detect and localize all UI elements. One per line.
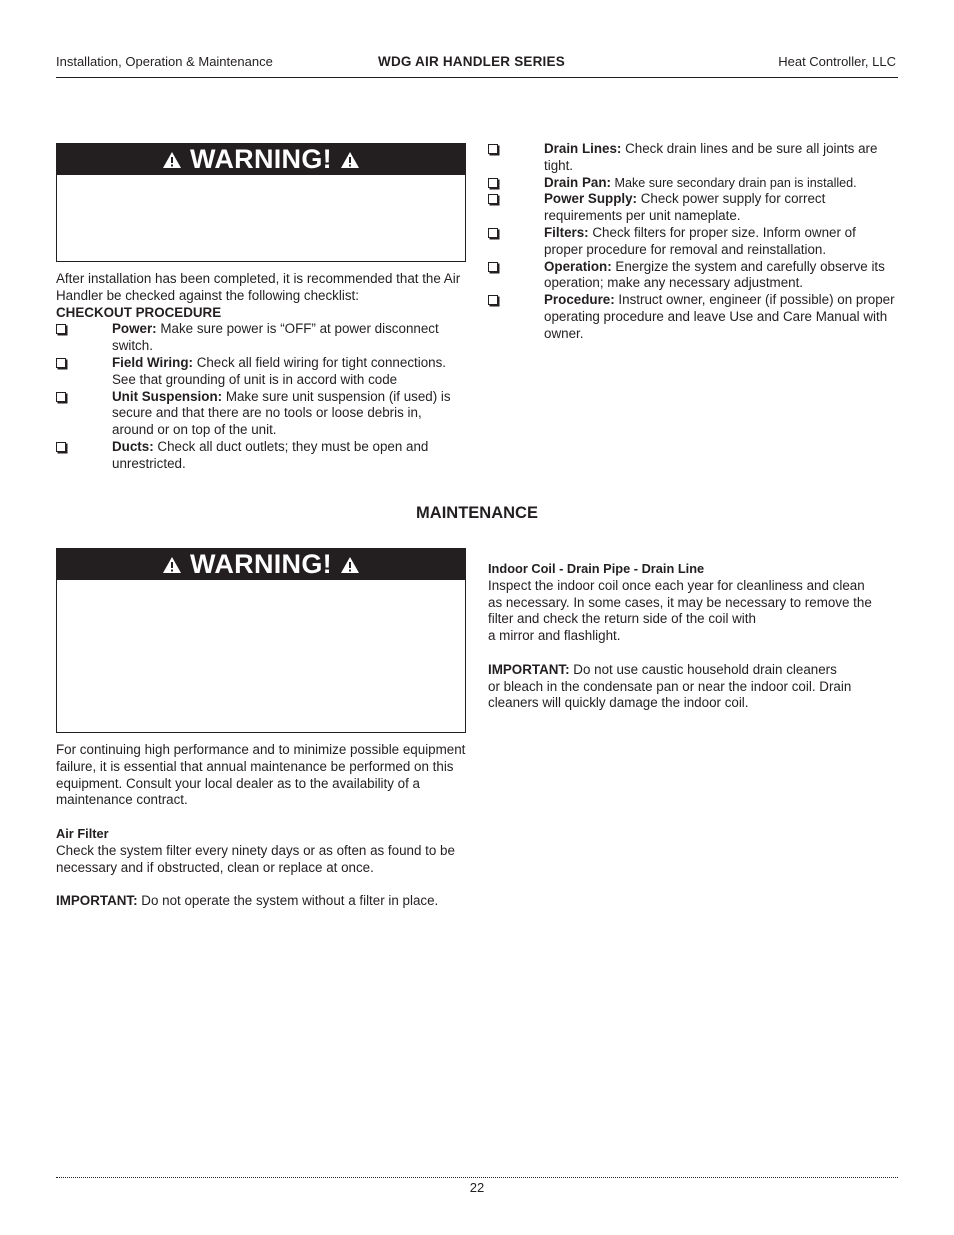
maintenance-section-left: [56, 742, 466, 910]
maintenance-title: MAINTENANCE: [416, 504, 538, 522]
warning-body: [57, 175, 465, 259]
warning-triangle-icon: [340, 556, 360, 574]
important-drain-line: or bleach in the condensate pan or near the indoor coil. Drain: [488, 678, 852, 694]
checklist-item-field-wiring: Field Wiring: Check all field wiring for tight connections. See that grounding of unit is in accord with code: [56, 355, 466, 389]
checkout-section: [56, 271, 466, 473]
warning-banner: [57, 549, 465, 580]
warning-triangle-icon: [162, 151, 182, 169]
warning-label: WARNING!: [190, 549, 332, 580]
checklist-item-drain-lines: Drain Lines: Check drain lines and be sure all joints are tight.: [488, 141, 898, 175]
checkbox-icon: [488, 228, 498, 238]
checkbox-icon: [56, 324, 66, 334]
warning-triangle-icon: [162, 556, 182, 574]
checkbox-icon: [488, 262, 498, 272]
checkout-section-right: [488, 141, 898, 343]
warning-box-maintenance: [56, 548, 466, 733]
checkbox-icon: [56, 358, 66, 368]
checkout-list-right: [488, 141, 898, 343]
checklist-item-operation: Operation: Energize the system and carefully observe its operation; make any necessary adjustment.: [488, 259, 898, 293]
checkbox-icon: [488, 194, 498, 204]
checkbox-icon: [56, 392, 66, 402]
indoor-coil-line: Inspect the indoor coil once each year for cleanliness and clean: [488, 577, 865, 593]
warning-label: WARNING!: [190, 144, 332, 175]
air-filter-text: Check the system filter every ninety days or as often as found to be necessary and if obstructed, clean or replace at once.: [56, 842, 455, 875]
checklist-item-unit-suspension: Unit Suspension: Make sure unit suspension (if used) is secure and that there are no tools or loose debris in, around or on top of the unit.: [56, 389, 466, 439]
important-drain-line: cleaners will quickly damage the indoor coil.: [488, 695, 749, 711]
header-rule: [56, 77, 898, 78]
checklist-item-ducts: Ducts: Check all duct outlets; they must be open and unrestricted.: [56, 439, 466, 473]
maintenance-intro: For continuing high performance and to minimize possible equipment failure, it is essential that annual maintenance be performed on this equipment. Consult your local dealer as to the availability of a maintenance contract.: [56, 742, 466, 808]
checkbox-icon: [488, 295, 498, 305]
checkout-heading: CHECKOUT PROCEDURE: [56, 304, 222, 320]
page-number: 22: [469, 1180, 485, 1195]
warning-box-checkout: [56, 143, 466, 262]
warning-banner: [57, 144, 465, 175]
indoor-coil-line: a mirror and flashlight.: [488, 628, 621, 644]
checklist-item-procedure: Procedure: Instruct owner, engineer (if possible) on proper operating procedure and leave Use and Care Manual with owner.: [488, 292, 898, 342]
header-manual-title: Installation, Operation & Maintenance: [56, 54, 273, 69]
checklist-item-power-supply: Power Supply: Check power supply for correct requirements per unit nameplate.: [488, 191, 898, 225]
header-series-title: WDG AIR HANDLER SERIES: [378, 54, 565, 69]
checklist-item-power: Power: Make sure power is “OFF” at power disconnect switch.: [56, 321, 466, 355]
checkout-list-left: [56, 321, 466, 472]
checkbox-icon: [56, 442, 66, 452]
indoor-coil-line: as necessary. In some cases, it may be necessary to remove the: [488, 594, 872, 610]
checklist-item-drain-pan: Drain Pan: Make sure secondary drain pan is installed.: [488, 175, 898, 192]
air-filter-heading: Air Filter: [56, 825, 109, 841]
maintenance-section-right: [488, 561, 898, 712]
indoor-coil-line: filter and check the return side of the coil with: [488, 611, 756, 627]
warning-triangle-icon: [340, 151, 360, 169]
checkout-intro: After installation has been completed, it is recommended that the Air Handler be checked against the following checklist:: [56, 271, 461, 303]
important-filter-note: IMPORTANT: Do not operate the system without a filter in place.: [56, 893, 439, 909]
checkbox-icon: [488, 144, 498, 154]
footer-rule: [56, 1177, 898, 1178]
checklist-item-filters: Filters: Check filters for proper size. Inform owner of proper procedure for removal and reinstallation.: [488, 225, 898, 259]
header-company: Heat Controller, LLC: [778, 54, 896, 69]
warning-body: [57, 580, 465, 730]
indoor-coil-heading: Indoor Coil - Drain Pipe - Drain Line: [488, 561, 705, 576]
important-drain-note: IMPORTANT: Do not use caustic household drain cleaners: [488, 661, 837, 677]
checkbox-icon: [488, 178, 498, 188]
